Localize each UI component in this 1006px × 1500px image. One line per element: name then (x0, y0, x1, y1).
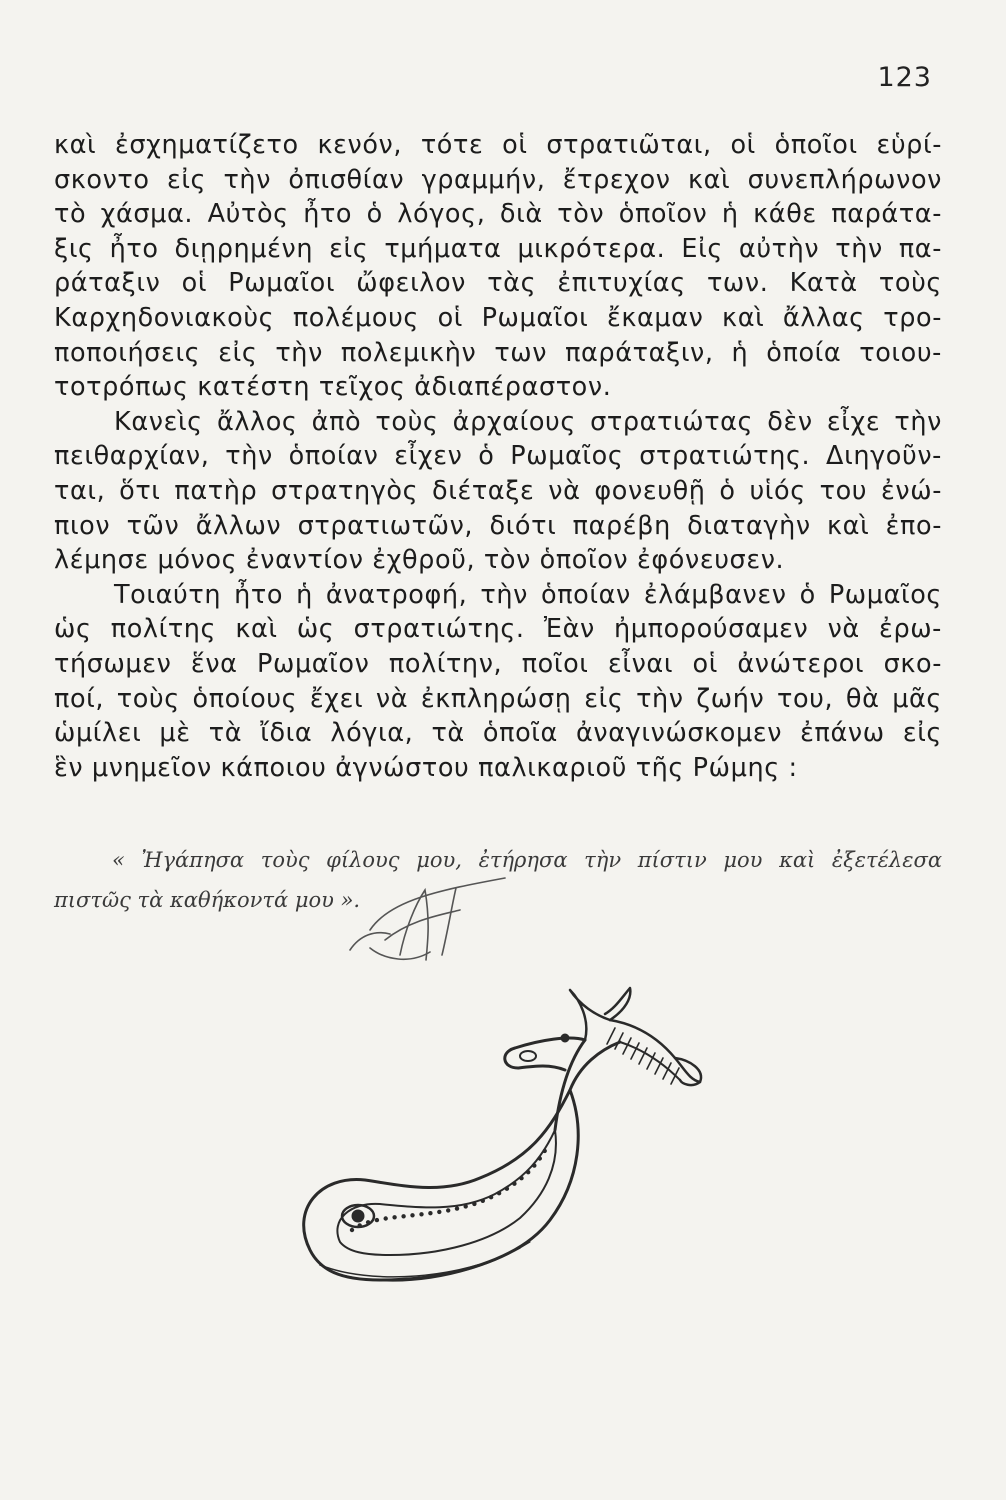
handwritten-signature (330, 860, 540, 970)
lamp-dot (532, 1163, 536, 1167)
text-line: ποί, τοὺς ὁποίους ἔχει νὰ ἐκπληρώσῃ εἰς τὴν ζωήν του, θὰ μᾶς (54, 683, 942, 714)
lamp-dot (512, 1182, 516, 1186)
text-line: ράταξιν οἱ Ρωμαῖοι ὤφειλον τὰς ἐπιτυχίας των. Κατὰ τοὺς (54, 268, 942, 299)
lamp-dot (350, 1228, 354, 1232)
text-line: Τοιαύτη ἦτο ἡ ἀνατροφή, τὴν ὁποίαν ἐλάμβανεν ὁ Ρωμαῖος (114, 579, 942, 610)
lamp-dot (489, 1195, 493, 1199)
lamp-dot (519, 1176, 523, 1180)
lamp-dot (437, 1210, 441, 1214)
mane-hatch (607, 1028, 615, 1044)
text-line: τὸ χάσμα. Αὐτὸς ἦτο ὁ λόγος, διὰ τὸν ὁποῖον ἡ κάθε παράτα- (54, 199, 942, 230)
text-line: πιον τῶν ἄλλων στρατιωτῶν, διότι παρέβη διαταγὴν καὶ ἐπο- (54, 510, 942, 541)
lamp-dot (401, 1214, 405, 1218)
mane-hatch (671, 1068, 679, 1084)
text-line: τοτρόπως κατέστη τεῖχος ἀδιαπέραστον. (54, 372, 612, 403)
text-line: ποποιήσεις εἰς τὴν πολεμικὴν των παράταξιν, ἡ ὁποία τοιου- (54, 337, 942, 368)
lamp-dot (481, 1199, 485, 1203)
text-line: ὡμίλει μὲ τὰ ἴδια λόγια, τὰ ὁποῖα ἀναγινώσκομεν ἐπάνω εἰς (54, 718, 942, 749)
mane-hatch (631, 1043, 639, 1059)
mane-hatch (615, 1033, 623, 1049)
text-line: καὶ ἐσχηματίζετο κενόν, τότε οἱ στρατιῶται, οἱ ὁποῖοι εὑρί- (54, 130, 942, 160)
quote-line: πιστῶς τὰ καθήκοντά μου ». (54, 888, 361, 912)
text-line: σκοντο εἰς τὴν ὀπισθίαν γραμμήν, ἔτρεχον καὶ συνεπλήρωνον (54, 164, 942, 195)
quote-line: « Ἠγάπησα τοὺς φίλους μου, ἐτήρησα τὴν πίστιν μου καὶ ἐξετέλεσα (112, 848, 942, 872)
lamp-dot (428, 1211, 432, 1215)
lamp-dot (384, 1216, 388, 1220)
lamp-dot (366, 1220, 370, 1224)
lamp-dot (543, 1149, 547, 1153)
lamp-dot (392, 1215, 396, 1219)
body-text (54, 128, 942, 785)
text-line: ται, ὅτι πατὴρ στρατηγὸς διέταξε νὰ φονευθῇ ὁ υἱός του ἐνώ- (54, 475, 942, 506)
text-line: ἓν μνημεῖον κάποιου ἀγνώστου παλικαριοῦ τῆς Ρώμης : (54, 752, 798, 783)
page-number: 123 (877, 62, 932, 93)
text-line: τήσωμεν ἕνα Ρωμαῖον πολίτην, ποῖοι εἶναι οἱ ἀνώτεροι σκο- (54, 648, 942, 679)
lamp-dot (446, 1208, 450, 1212)
lamp-dot (472, 1202, 476, 1206)
lamp-dot (455, 1206, 459, 1210)
text-line: πειθαρχίαν, τὴν ὁποίαν εἶχεν ὁ Ρωμαῖος στρατιώτης. Διηγοῦν- (54, 441, 942, 472)
lamp-dot (497, 1191, 501, 1195)
lamp-dot (526, 1170, 530, 1174)
lamp-dot (505, 1187, 509, 1191)
text-line: Κανεὶς ἄλλος ἀπὸ τοὺς ἀρχαίους στρατιώτας δὲν εἶχε τὴν (114, 406, 942, 437)
oil-lamp-illustration (280, 980, 730, 1320)
text-line: λέμησε μόνος ἐναντίον ἐχθροῦ, τὸν ὁποῖον ἐφόνευσεν. (54, 545, 785, 576)
lamp-dot (464, 1204, 468, 1208)
text-line: ὡς πολίτης καὶ ὡς στρατιώτης. Ἐὰν ἠμπορούσαμεν νὰ ἐρω- (54, 614, 942, 645)
lamp-dot (410, 1213, 414, 1217)
lamp-dot (375, 1218, 379, 1222)
text-line: Καρχηδονιακοὺς πολέμους οἱ Ρωμαῖοι ἔκαμαν καὶ ἄλλας τρο- (54, 302, 942, 333)
lamp-dot (419, 1212, 423, 1216)
lamp-dot (538, 1156, 542, 1160)
lamp-dot (358, 1223, 362, 1227)
text-line: ξις ἦτο διῃρημένη εἰς τμήματα μικρότερα. Εἰς αὐτὴν τὴν πα- (54, 233, 942, 264)
